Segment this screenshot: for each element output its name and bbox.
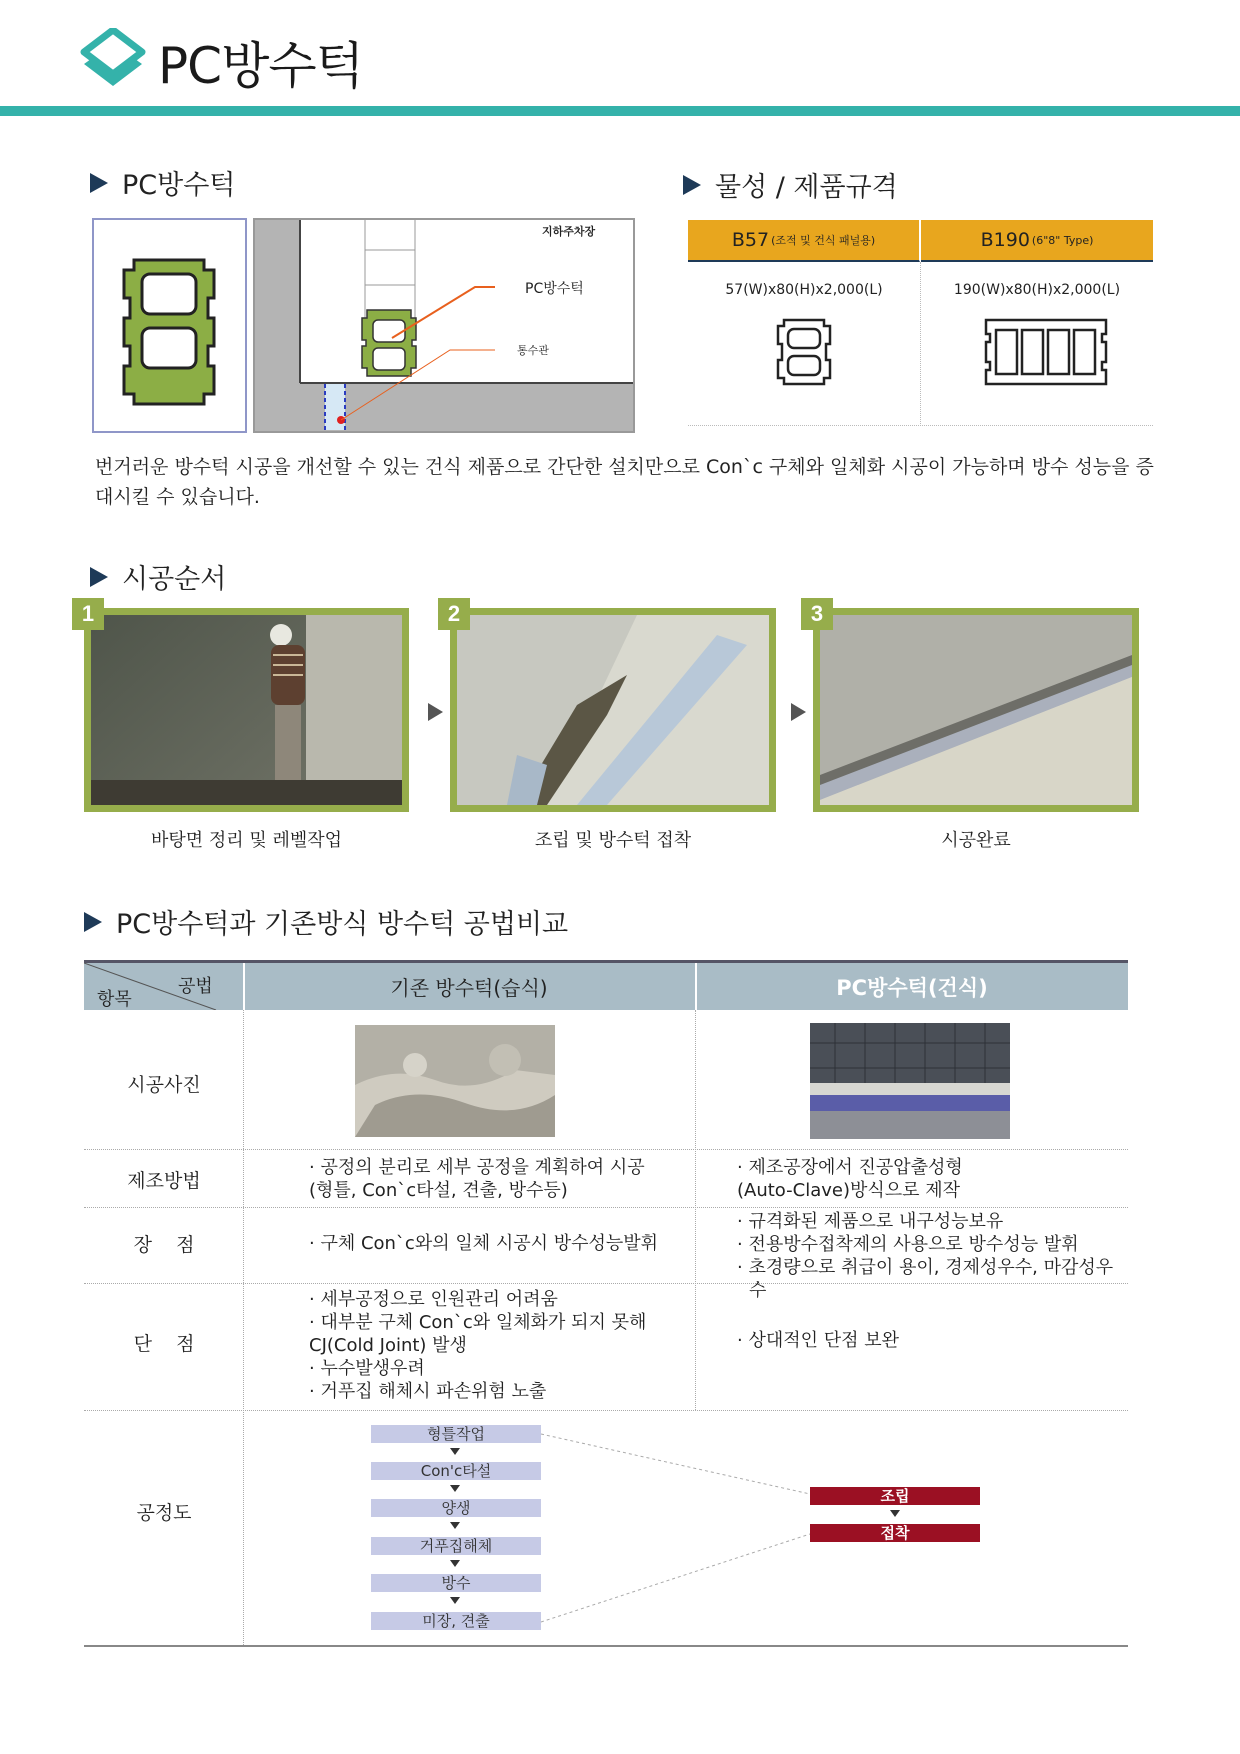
spec-bottom-rule xyxy=(688,425,1153,426)
arrow-down-icon xyxy=(450,1522,460,1529)
process-step-pouring: Con'c타설 xyxy=(371,1462,541,1480)
step-caption-1: 바탕면 정리 및 레벨작업 xyxy=(150,830,343,851)
text-line: · 대부분 구체 Con`c와 일체화가 되지 못해 xyxy=(309,1312,647,1333)
b190-profile-icon xyxy=(980,316,1112,388)
text-line: · 전용방수접착제의 사용으로 방수성능 발휘 xyxy=(737,1234,1079,1255)
header-new-method: PC방수턱(건식) xyxy=(836,976,988,1000)
triangle-bullet-icon xyxy=(90,567,108,587)
section-heading-label: 물성 / 제품규격 xyxy=(715,172,898,203)
process-step-curing: 양생 xyxy=(371,1499,541,1517)
step-photo-2 xyxy=(450,608,776,812)
arrow-down-icon xyxy=(890,1510,900,1517)
row-label-cons: 단 점 xyxy=(133,1333,195,1355)
step-photo-3 xyxy=(813,608,1139,812)
b190-name: B190 xyxy=(980,229,1030,251)
header-old-method: 기존 방수턱(습식) xyxy=(390,976,548,1000)
cons-old-text xyxy=(309,1288,689,1403)
text-line: · 상대적인 단점 보완 xyxy=(737,1330,899,1351)
triangle-bullet-icon xyxy=(84,912,102,932)
arrow-down-icon xyxy=(450,1485,460,1492)
layers-logo-icon xyxy=(80,28,146,88)
text-line: · 초경량으로 취급이 용이, 경제성우수, 마감성우수 xyxy=(737,1257,1114,1301)
row-divider xyxy=(84,1410,1128,1411)
row-divider xyxy=(84,1149,1128,1150)
section-heading-comparison xyxy=(84,902,568,941)
text-line: · 누수발생우려 xyxy=(309,1358,425,1379)
column-divider xyxy=(695,1010,696,1410)
page-title: PC방수턱 xyxy=(158,37,363,95)
step-number-3: 3 xyxy=(801,598,833,630)
installation-diagram xyxy=(253,218,635,433)
pros-new-text xyxy=(737,1210,1127,1302)
row-label-pros: 장 점 xyxy=(133,1234,195,1256)
b57-dims: 57(W)x80(H)x2,000(L) xyxy=(725,282,883,298)
section-heading-label: PC방수턱 xyxy=(122,170,236,201)
pc-curb-photo xyxy=(810,1023,1010,1139)
arrow-down-icon xyxy=(450,1448,460,1455)
page-header xyxy=(0,0,1240,116)
triangle-bullet-icon xyxy=(683,175,701,195)
step-caption-3: 시공완료 xyxy=(941,830,1011,851)
text-line: CJ(Cold Joint) 발생 xyxy=(309,1335,467,1356)
pipe-label: 통수관 xyxy=(517,344,549,357)
cons-new-text xyxy=(737,1329,1117,1352)
text-line: (형틀, Con`c타설, 견출, 방수등) xyxy=(309,1180,568,1201)
text-line: · 세부공정으로 인원관리 어려움 xyxy=(309,1289,558,1310)
pc-curb-section-icon xyxy=(94,220,245,431)
b57-note: (조적 및 건식 패널용) xyxy=(771,234,876,247)
b57-name: B57 xyxy=(731,229,770,251)
text-line: · 규격화된 제품으로 내구성능보유 xyxy=(737,1211,1004,1232)
product-section-figure xyxy=(92,218,247,433)
header-method: 공법 xyxy=(178,976,213,997)
section-heading-spec xyxy=(683,165,898,204)
pros-old-text xyxy=(309,1232,689,1255)
row-divider xyxy=(84,1207,1128,1208)
header-divider xyxy=(0,106,1240,116)
arrow-down-icon xyxy=(450,1560,460,1567)
product-label: PC방수턱 xyxy=(525,281,584,297)
spec-header-b57 xyxy=(688,220,920,262)
section-heading-steps xyxy=(90,557,226,596)
step-caption-2: 조립 및 방수턱 접착 xyxy=(534,830,692,851)
step-photo-1 xyxy=(84,608,409,812)
process-step-bonding: 접착 xyxy=(810,1524,980,1542)
triangle-bullet-icon xyxy=(90,173,108,193)
text-line: · 제조공장에서 진공압출성형 xyxy=(737,1157,963,1178)
section-heading-label: PC방수턱과 기존방식 방수턱 공법비교 xyxy=(116,909,569,940)
text-line: · 구체 Con`c와의 일체 시공시 방수성능발휘 xyxy=(309,1233,659,1254)
text-line: (Auto-Clave)방식으로 제작 xyxy=(737,1180,961,1201)
text-line: · 공정의 분리로 세부 공정을 계획하여 시공 xyxy=(309,1157,645,1178)
section-heading-label: 시공순서 xyxy=(122,564,227,595)
step-arrow-icon xyxy=(428,703,443,721)
spec-header-b190 xyxy=(921,220,1153,262)
b190-dims: 190(W)x80(H)x2,000(L) xyxy=(953,282,1121,298)
parking-label: 지하주차장 xyxy=(542,225,596,238)
text-line: · 거푸집 해체시 파손위험 노출 xyxy=(309,1381,547,1402)
process-step-waterproofing: 방수 xyxy=(371,1574,541,1592)
row-label-process: 공정도 xyxy=(136,1502,192,1524)
old-method-photo xyxy=(355,1025,555,1137)
column-divider xyxy=(243,1010,244,1645)
spec-table xyxy=(688,220,1153,426)
manufacture-new-text xyxy=(737,1156,1117,1202)
manufacture-old-text xyxy=(309,1156,689,1202)
process-step-form-removal: 거푸집해체 xyxy=(371,1537,541,1555)
section-heading-product xyxy=(90,163,235,202)
b190-note: (6"8" Type) xyxy=(1031,233,1094,247)
step-number-1: 1 xyxy=(72,598,104,630)
step-arrow-icon xyxy=(791,703,806,721)
process-step-assembly: 조립 xyxy=(810,1487,980,1505)
header-item: 항목 xyxy=(97,989,132,1010)
b57-profile-icon xyxy=(774,316,834,388)
step-number-2: 2 xyxy=(438,598,470,630)
table-bottom-rule xyxy=(84,1645,1128,1647)
process-step-formwork: 형틀작업 xyxy=(371,1425,541,1443)
arrow-down-icon xyxy=(450,1597,460,1604)
product-description: 번거러운 방수턱 시공을 개선할 수 있는 건식 제품으로 간단한 설치만으로 Con`c 구체와 일체화 시공이 가능하며 방수 성능을 증대시킬 수 있습니다. xyxy=(95,456,1154,508)
row-label-photo: 시공사진 xyxy=(127,1074,201,1096)
row-label-manufacture: 제조방법 xyxy=(127,1170,201,1192)
process-step-finishing: 미장, 견출 xyxy=(371,1612,541,1630)
